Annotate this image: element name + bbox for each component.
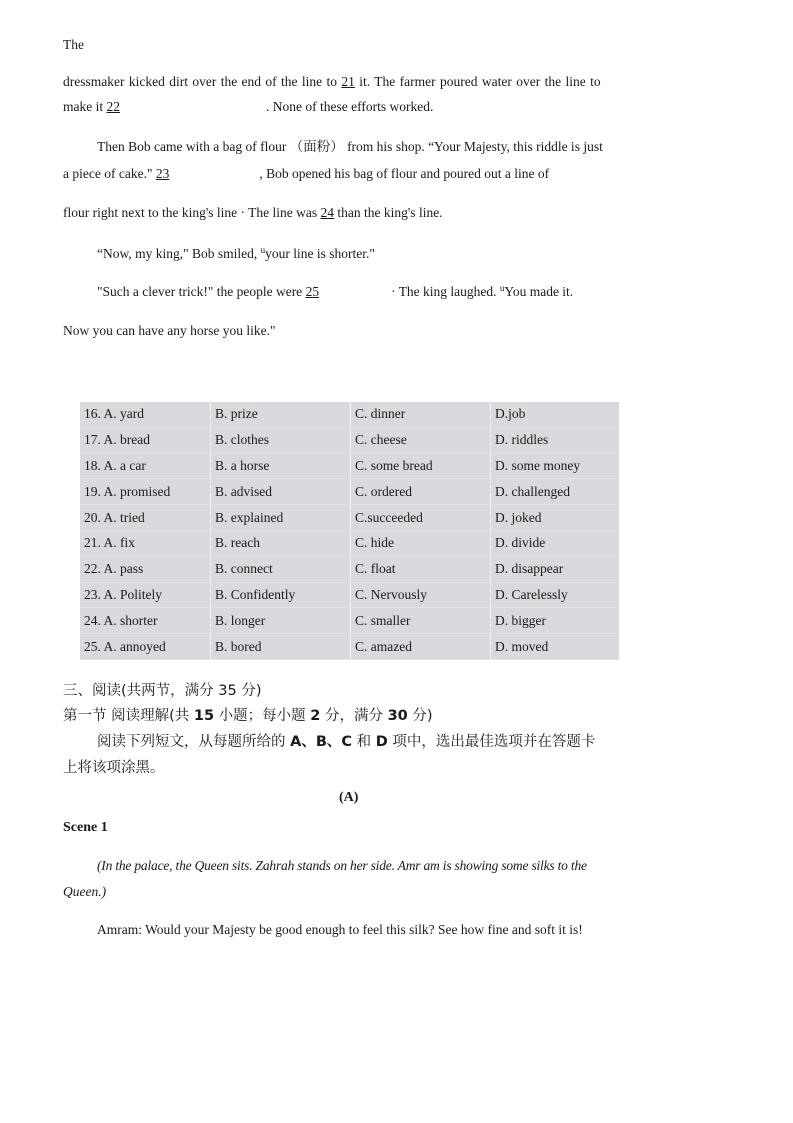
option-row: [80, 530, 619, 556]
subsection-total: 30: [387, 708, 408, 724]
instructions-text: 上将该项涂黑。: [63, 760, 165, 776]
option-c: C. cheese: [351, 427, 491, 453]
option-row: [80, 634, 619, 660]
stray-mark: u: [499, 283, 505, 293]
option-b: B. longer: [211, 608, 351, 634]
option-d: D. bigger: [491, 608, 620, 634]
passage-text: make it: [63, 99, 107, 114]
options-table: [80, 402, 619, 660]
passage-line: [97, 284, 573, 299]
scene-title: [63, 821, 108, 835]
passage-text: , Bob opened his bag of flour and poured out a line of: [259, 166, 550, 181]
instructions: [97, 735, 595, 750]
option-a: 20. A. tried: [80, 505, 211, 531]
option-a: 25. A. annoyed: [80, 634, 211, 660]
option-row: [80, 608, 619, 634]
option-a: 22. A. pass: [80, 556, 211, 582]
instructions-text: 项中，选出最佳选项并在答题卡: [387, 734, 596, 750]
passage-text: Then Bob came with a bag of flour （面粉） from his shop. “Your Majesty, this riddle is just: [97, 139, 603, 154]
option-b: B. advised: [211, 479, 351, 505]
dialog-text: Amram: Would your Majesty be good enough to feel this silk? See how fine and soft it is!: [97, 922, 583, 937]
stage-direction-text: Queen.): [63, 884, 107, 899]
instructions-options: A、B、C: [290, 734, 353, 750]
option-b: B. a horse: [211, 453, 351, 479]
passage-text: . None of these efforts worked.: [266, 99, 434, 114]
option-b: B. bored: [211, 634, 351, 660]
option-a: 16. A. yard: [80, 402, 211, 427]
blank-number: 25: [305, 284, 320, 299]
option-d: D. some money: [491, 453, 620, 479]
section-heading-text: 三、阅读(共两节，满分 35 分): [63, 683, 262, 699]
blank-number: 21: [341, 74, 355, 89]
option-a: 23. A. Politely: [80, 582, 211, 608]
option-c: C. smaller: [351, 608, 491, 634]
option-b: B. clothes: [211, 427, 351, 453]
section-heading: [63, 684, 261, 699]
blank-number: 23: [155, 166, 170, 181]
passage-line: [63, 75, 601, 89]
option-d: D. riddles: [491, 427, 620, 453]
blank-number: 22: [106, 99, 120, 114]
option-row: [80, 427, 619, 453]
option-c: C. ordered: [351, 479, 491, 505]
passage-text: You made it.: [504, 284, 574, 299]
instructions-cont: [63, 761, 165, 776]
subsection-text: 分，满分: [320, 708, 388, 724]
option-c: C. dinner: [351, 402, 491, 427]
scene-title-text: Scene 1: [63, 820, 108, 835]
options-table-body: [80, 402, 619, 659]
option-a: 18. A. a car: [80, 453, 211, 479]
option-a: 21. A. fix: [80, 530, 211, 556]
option-b: B. Confidently: [211, 582, 351, 608]
subsection-points: 2: [310, 708, 321, 724]
subsection-text: 小题；每小题: [214, 708, 311, 724]
part-label: [339, 791, 358, 805]
option-a: 17. A. bread: [80, 427, 211, 453]
passage-line: [63, 206, 443, 220]
option-d: D. joked: [491, 505, 620, 531]
instructions-text: 和: [352, 734, 376, 750]
dialog-line: [97, 923, 583, 937]
subsection-text: 分): [407, 708, 433, 724]
option-b: B. prize: [211, 402, 351, 427]
option-c: C. Nervously: [351, 582, 491, 608]
option-a: 24. A. shorter: [80, 608, 211, 634]
passage-line: [63, 100, 433, 114]
option-d: D. moved: [491, 634, 620, 660]
passage-text: "Such a clever trick!" the people were: [97, 284, 306, 299]
passage-text: · The king laughed.: [391, 284, 500, 299]
option-d: D.job: [491, 402, 620, 427]
option-c: C. hide: [351, 530, 491, 556]
stage-direction-cont: [63, 885, 106, 899]
option-c: C. float: [351, 556, 491, 582]
passage-text: it. The farmer poured water over the line to: [354, 74, 601, 89]
option-row: [80, 505, 619, 531]
passage-line: [63, 38, 84, 52]
instructions-options: D: [375, 734, 388, 750]
instructions-text: 阅读下列短文，从每题所给的: [97, 734, 291, 750]
passage-text: dressmaker kicked dirt over the end of the line to: [63, 74, 342, 89]
subsection-count: 15: [193, 708, 215, 724]
passage-text: a piece of cake.": [63, 166, 156, 181]
subsection-heading: [63, 709, 433, 724]
passage-line: [63, 324, 275, 338]
option-row: [80, 582, 619, 608]
option-row: [80, 479, 619, 505]
stage-direction: [97, 859, 587, 873]
option-d: D. Carelessly: [491, 582, 620, 608]
passage-text: The: [63, 37, 84, 52]
passage-text: “Now, my king," Bob smiled,: [97, 246, 261, 261]
option-c: C. some bread: [351, 453, 491, 479]
subsection-text: 第一节 阅读理解(共: [63, 708, 194, 724]
passage-text: Now you can have any horse you like.": [63, 323, 276, 338]
option-b: B. reach: [211, 530, 351, 556]
option-b: B. connect: [211, 556, 351, 582]
stray-mark: u: [260, 245, 266, 255]
passage-text: your line is shorter.": [265, 246, 375, 261]
option-row: [80, 556, 619, 582]
option-c: C.succeeded: [351, 505, 491, 531]
passage-line: [97, 246, 375, 261]
option-d: D. divide: [491, 530, 620, 556]
passage-text: flour right next to the king's line · The line was: [63, 205, 321, 220]
stage-direction-text: (In the palace, the Queen sits. Zahrah stands on her side. Amr am is showing some silks to the: [97, 858, 587, 873]
option-b: B. explained: [211, 505, 351, 531]
passage-line: [63, 167, 549, 181]
passage-line: [97, 140, 603, 154]
blank-number: 24: [320, 205, 335, 220]
option-d: D. challenged: [491, 479, 620, 505]
passage-text: than the king's line.: [334, 205, 443, 220]
part-label-text: (A): [339, 790, 359, 805]
option-row: [80, 453, 619, 479]
option-c: C. amazed: [351, 634, 491, 660]
option-row: [80, 402, 619, 427]
option-a: 19. A. promised: [80, 479, 211, 505]
option-d: D. disappear: [491, 556, 620, 582]
